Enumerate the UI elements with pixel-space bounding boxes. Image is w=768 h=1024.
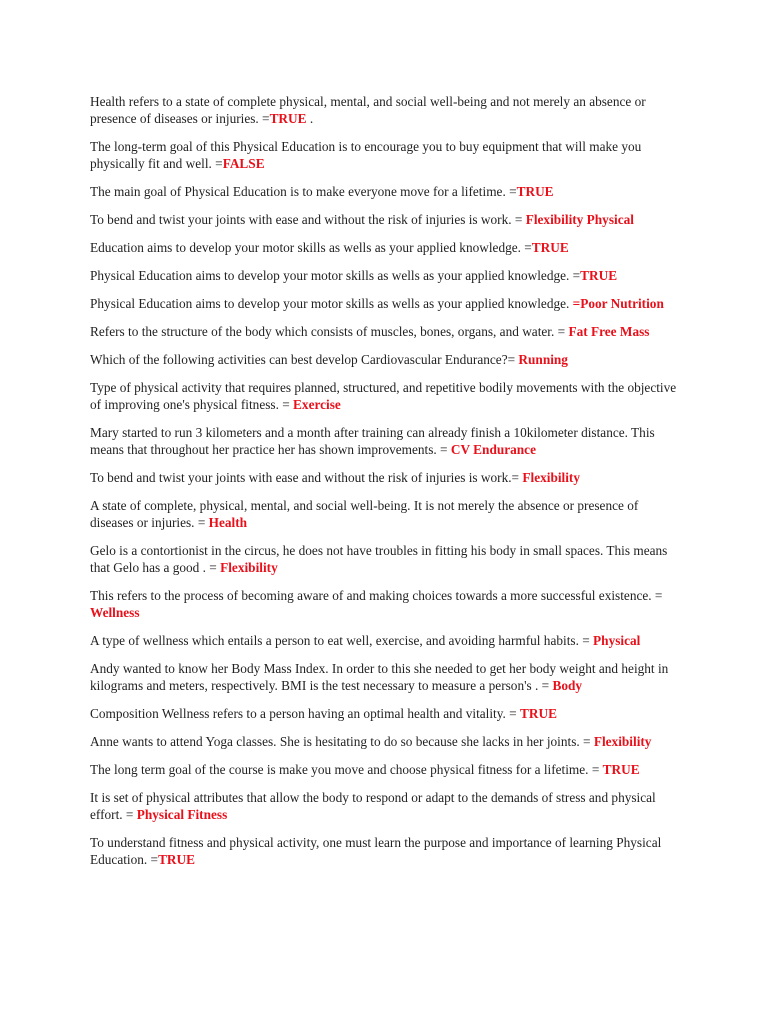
paragraph (90, 761, 684, 778)
question-text: The main goal of Physical Education is to make everyone move for a lifetime. = (90, 184, 517, 199)
paragraph (90, 211, 684, 228)
question-text: The long term goal of the course is make you move and choose physical fitness for a lifetime. = (90, 762, 603, 777)
question-text: Composition Wellness refers to a person having an optimal health and vitality. = (90, 706, 520, 721)
paragraph (90, 351, 684, 368)
answer-text: Physical Fitness (136, 807, 228, 822)
question-text: It is set of physical attributes that allow the body to respond or adapt to the demands of stress and physical effort. = (90, 790, 656, 822)
question-text: Education aims to develop your motor skills as wells as your applied knowledge. = (90, 240, 532, 255)
answer-text: Flexibility (220, 560, 278, 575)
question-text: To bend and twist your joints with ease and without the risk of injuries is work.= (90, 470, 523, 485)
paragraph (90, 733, 684, 750)
answer-text: Wellness (90, 605, 140, 620)
question-text: Refers to the structure of the body which consists of muscles, bones, organs, and water. = (90, 324, 569, 339)
paragraph (90, 660, 684, 694)
question-text: The long-term goal of this Physical Education is to encourage you to buy equipment that will make you physically fit and well. = (90, 139, 642, 171)
question-text: A state of complete, physical, mental, and social well-being. It is not merely the absence or presence of diseases or injuries. = (90, 498, 639, 530)
answer-text: TRUE (531, 240, 569, 255)
answer-text: TRUE (158, 852, 196, 867)
answer-text: Flexibility (593, 734, 652, 749)
answer-text: TRUE (602, 762, 640, 777)
question-text: Type of physical activity that requires planned, structured, and repetitive bodily movements with the objective of improving one's physical fitness. = (90, 380, 677, 412)
paragraph (90, 93, 684, 127)
answer-text: =Poor Nutrition (572, 296, 664, 311)
question-text: Anne wants to attend Yoga classes. She is hesitating to do so because she lacks in her joints. = (90, 734, 594, 749)
answer-text: TRUE (580, 268, 618, 283)
answer-text: Exercise (293, 397, 341, 412)
paragraph (90, 497, 684, 531)
paragraph (90, 789, 684, 823)
paragraph (90, 323, 684, 340)
document-body (90, 93, 684, 879)
paragraph (90, 267, 684, 284)
answer-text: CV Endurance (450, 442, 536, 457)
answer-text: TRUE (269, 111, 307, 126)
answer-text: TRUE (516, 184, 554, 199)
question-text: To understand fitness and physical activity, one must learn the purpose and importance of learning Physical Education. = (90, 835, 662, 867)
answer-text: FALSE (222, 156, 265, 171)
paragraph (90, 705, 684, 722)
question-text: Which of the following activities can best develop Cardiovascular Endurance?= (90, 352, 519, 367)
paragraph (90, 632, 684, 649)
paragraph (90, 424, 684, 458)
paragraph (90, 295, 684, 312)
paragraph (90, 587, 684, 621)
question-text: Physical Education aims to develop your motor skills as wells as your applied knowledge. = (90, 268, 581, 283)
question-text: This refers to the process of becoming aware of and making choices towards a more successful existence. = (90, 588, 663, 603)
answer-text: Health (208, 515, 248, 530)
paragraph (90, 542, 684, 576)
answer-text: Flexibility Physical (525, 212, 634, 227)
paragraph (90, 834, 684, 868)
answer-text: Fat Free Mass (568, 324, 650, 339)
question-text: To bend and twist your joints with ease and without the risk of injuries is work. = (90, 212, 526, 227)
question-text: A type of wellness which entails a person to eat well, exercise, and avoiding harmful habits. = (90, 633, 594, 648)
paragraph (90, 183, 684, 200)
question-text: Health refers to a state of complete physical, mental, and social well-being and not merely an absence or presence of diseases or injuries. = (90, 94, 646, 126)
paragraph (90, 239, 684, 256)
question-text: Physical Education aims to develop your motor skills as wells as your applied knowledge. (90, 296, 573, 311)
paragraph (90, 469, 684, 486)
question-text: Mary started to run 3 kilometers and a month after training can already finish a 10kilometer distance. This means that throughout her practice her has shown improvements. = (90, 425, 655, 457)
answer-text: Running (518, 352, 568, 367)
paragraph (90, 138, 684, 172)
question-text: Andy wanted to know her Body Mass Index. In order to this she needed to get her body weight and height in kilograms and meters, respectively. BMI is the test necessary to measure a person's . = (90, 661, 669, 693)
paragraph (90, 379, 684, 413)
question-text: Gelo is a contortionist in the circus, he does not have troubles in fitting his body in small spaces. This means that Gelo has a good . = (90, 543, 668, 575)
trailing-text: . (306, 111, 314, 126)
answer-text: Flexibility (522, 470, 581, 485)
answer-text: Body (552, 678, 583, 693)
answer-text: Physical (593, 633, 641, 648)
answer-text: TRUE (520, 706, 557, 721)
